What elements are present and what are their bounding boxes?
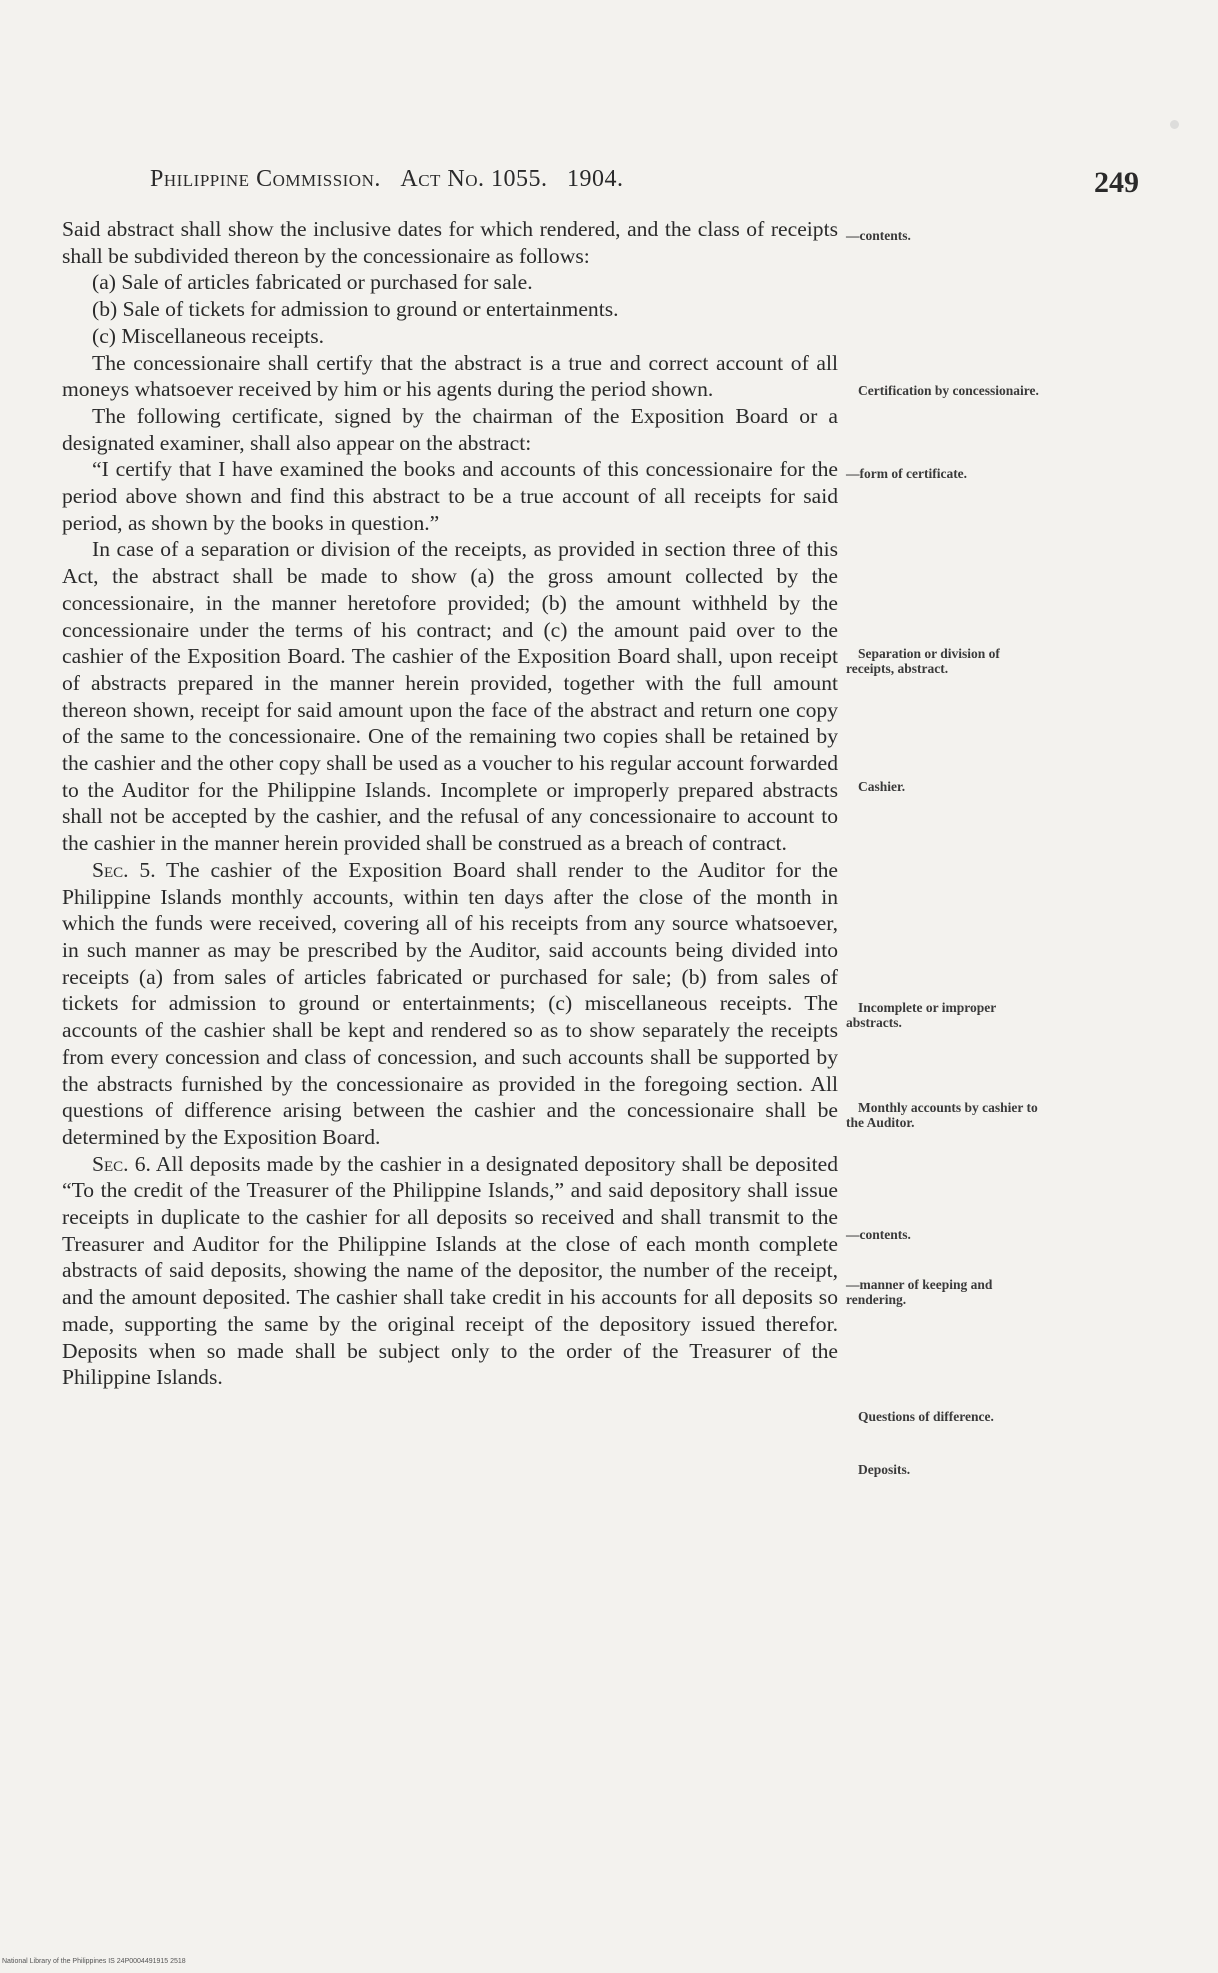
paragraph-separation: In case of a separation or division of the receipts, as provided in section three of this Act, the abstract shall be made to show (a) the gross amount collected by the concessionaire, in the manner heretofore provided; (b) the amount withheld by the concessionaire under the terms of his contract; and (c) the amount paid over to the cashier of the Exposition Board. The cashier of the Exposition Board shall, upon receipt of abstracts prepared in the manner herein provided, together with the full amount thereon shown, receipt for said amount upon the face of the abstract and return one copy of the same to the concessionaire. One of the remaining two copies shall be retained by the cashier and the other copy shall be used as a voucher to his regular account forwarded to the Auditor for the Philippine Islands. Incomplete or improperly prepared abstracts shall not be accepted by the cashier, and the refusal of any concessionaire to account to the cashier in the manner herein provided shall be construed as a breach of contract.	[62, 537, 838, 856]
running-header	[150, 166, 1050, 193]
header-act: Act No. 1055.	[400, 166, 548, 192]
list-item-b: (b) Sale of tickets for admission to ground or entertainments.	[92, 297, 619, 322]
paragraph-section-6	[62, 1151, 838, 1391]
margin-note-certification: Certification by concessionaire.	[858, 383, 1039, 398]
paragraph-certify: The concessionaire shall certify that the abstract is a true and correct account of all moneys whatsoever received by him or his agents during the period shown.	[62, 350, 838, 402]
paragraph-certificate-intro: The following certificate, signed by the chairman of the Exposition Board or a designated examiner, shall also appear on the abstract:	[62, 403, 838, 455]
margin-note-contents: —contents.	[846, 228, 911, 243]
margin-note-deposits: Deposits.	[858, 1462, 911, 1477]
header-title: Philippine Commission.	[150, 166, 381, 192]
margin-note-cashier: Cashier.	[858, 779, 906, 794]
list-item-a: (a) Sale of articles fabricated or purchased for sale.	[92, 270, 533, 295]
page-number: 249	[1094, 166, 1139, 199]
margin-note-questions: Questions of difference.	[858, 1409, 994, 1424]
margin-note-monthly-accounts: Monthly accounts by cashier to the Auditor.	[846, 1100, 1038, 1130]
paragraph-certificate-quote: “I certify that I have examined the books and accounts of this concessionaire for the period above shown and find this abstract to be a true account of all receipts for said period, as shown by the books in question.”	[62, 457, 838, 535]
body-text	[62, 216, 838, 1391]
scan-speck	[1170, 120, 1179, 129]
paragraph-abstract-contents: Said abstract shall show the inclusive dates for which rendered, and the class of receipts shall be subdivided thereon by the concessionaire as follows:	[62, 217, 838, 268]
margin-note-separation: Separation or division of receipts, abstract.	[846, 646, 1000, 676]
margin-note-form-of-certificate: —form of certificate.	[846, 466, 968, 481]
scan-footer: National Library of the Philippines IS 24P0004491915 2518	[2, 1958, 186, 1965]
section-5-text: The cashier of the Exposition Board shall render to the Auditor for the Philippine Islands monthly accounts, within ten days after the close of the month in which the funds were received, covering all of his receipts from any source whatsoever, in such manner as may be prescribed by the Auditor, said accounts being divided into receipts (a) from sales of articles fabricated or purchased for sale; (b) from sales of tickets for admission to ground or entertainments; (c) miscellaneous receipts. The accounts of the cashier shall be kept and rendered so as to show separately the receipts from every concession and class of concession, and such accounts shall be supported by the abstracts furnished by the concessionaire as provided in the foregoing section. All questions of difference arising between the cashier and the concessionaire shall be determined by the Exposition Board.	[62, 857, 839, 1149]
paragraph-section-5	[62, 857, 838, 1151]
list-item-c: (c) Miscellaneous receipts.	[92, 323, 325, 348]
margin-note-contents-2: —contents.	[846, 1227, 911, 1242]
section-6-text: All deposits made by the cashier in a designated depository shall be deposited “To the credit of the Treasurer of the Philippine Islands,” and said depository shall issue receipts in duplicate to the cashier for all deposits so received and shall transmit to the Treasurer and Auditor for the Philippine Islands at the close of each month complete abstracts of said deposits, showing the name of the depositor, the number of the receipt, and the amount deposited. The cashier shall take credit in his accounts for all deposits so made, supporting the same by the original receipt of the depository issued therefor. Deposits when so made shall be subject only to the order of the Treasurer of the Philippine Islands.	[62, 1151, 838, 1390]
margin-note-incomplete: Incomplete or improper abstracts.	[846, 1000, 996, 1030]
header-year: 1904.	[567, 166, 624, 192]
section-6-label: Sec. 6.	[92, 1151, 151, 1176]
margin-note-manner: —manner of keeping and rendering.	[846, 1277, 993, 1307]
section-5-label: Sec. 5.	[92, 857, 156, 882]
